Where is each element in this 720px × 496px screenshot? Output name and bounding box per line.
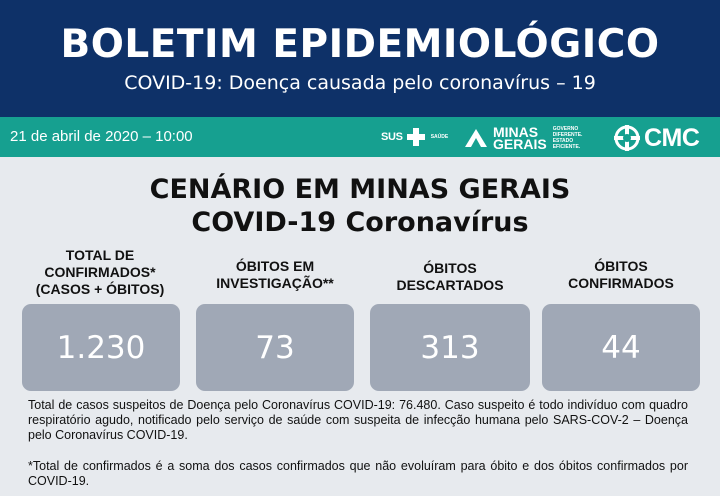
mg-logo-line2: GERAIS [493,136,547,152]
sus-logo-small-text: SAÚDE [430,134,449,140]
confirmed-definition-note: *Total de confirmados é a soma dos casos confirmados que não evoluíram para óbito e dos óbitos confirmados por COVID-19. [28,459,688,488]
info-band [0,117,720,157]
scenario-subheading: COVID-19 Coronavírus [191,207,529,238]
cmc-logo-text: CMC [644,123,700,152]
cmc-emblem-icon [612,123,642,153]
stat-value-deaths-investigation: 73 [255,329,295,366]
stat-box-deaths-confirmed [542,304,700,391]
mg-logo-line1: MINAS [493,124,539,140]
gov-line1: GOVERNO [552,126,579,132]
minas-gerais-logo [463,124,582,152]
bulletin-date: 21 de abril de 2020 – 10:00 [10,128,193,145]
sus-logo-text: SUS [381,131,403,143]
stat-box-total-confirmed [22,304,180,391]
stat-label-deaths-investigation: ÓBITOS EM INVESTIGAÇÃO** [216,258,334,291]
stat-label-deaths-confirmed: ÓBITOS CONFIRMADOS [568,258,674,291]
stat-value-deaths-confirmed: 44 [601,329,641,366]
header-banner [0,0,720,117]
health-cross-icon [406,127,426,147]
cmc-logo [612,123,699,153]
suspected-cases-note: Total de casos suspeitos de Doença pelo Coronavírus COVID-19: 76.480. Caso suspeito é todo indivíduo com quadro respiratório agudo, notificado pelo serviço de saúde com suspeita de infecção humana pelo SARS-COV-2 – Doença pelo Coronavírus COVID-19. [28,398,688,442]
stat-value-total-confirmed: 1.230 [56,329,146,366]
stat-box-deaths-discarded [370,304,530,391]
stat-label-total-confirmed: TOTAL DE CONFIRMADOS* (CASOS + ÓBITOS) [35,247,165,297]
gov-line3: ESTADO [552,138,574,144]
stat-value-deaths-discarded: 313 [420,329,480,366]
mountain-icon [463,125,489,151]
gov-line4: EFICIENTE. [552,144,581,150]
stat-box-deaths-investigation [196,304,354,391]
sus-logo [381,127,448,147]
bulletin-subtitle: COVID-19: Doença causada pelo coronavírus – 19 [124,72,596,94]
scenario-heading: CENÁRIO EM MINAS GERAIS [149,174,571,205]
bulletin-title: BOLETIM EPIDEMIOLÓGICO [60,22,660,67]
stat-label-deaths-discarded: ÓBITOS DESCARTADOS [396,260,504,293]
gov-line2: DIFERENTE. [552,132,583,138]
